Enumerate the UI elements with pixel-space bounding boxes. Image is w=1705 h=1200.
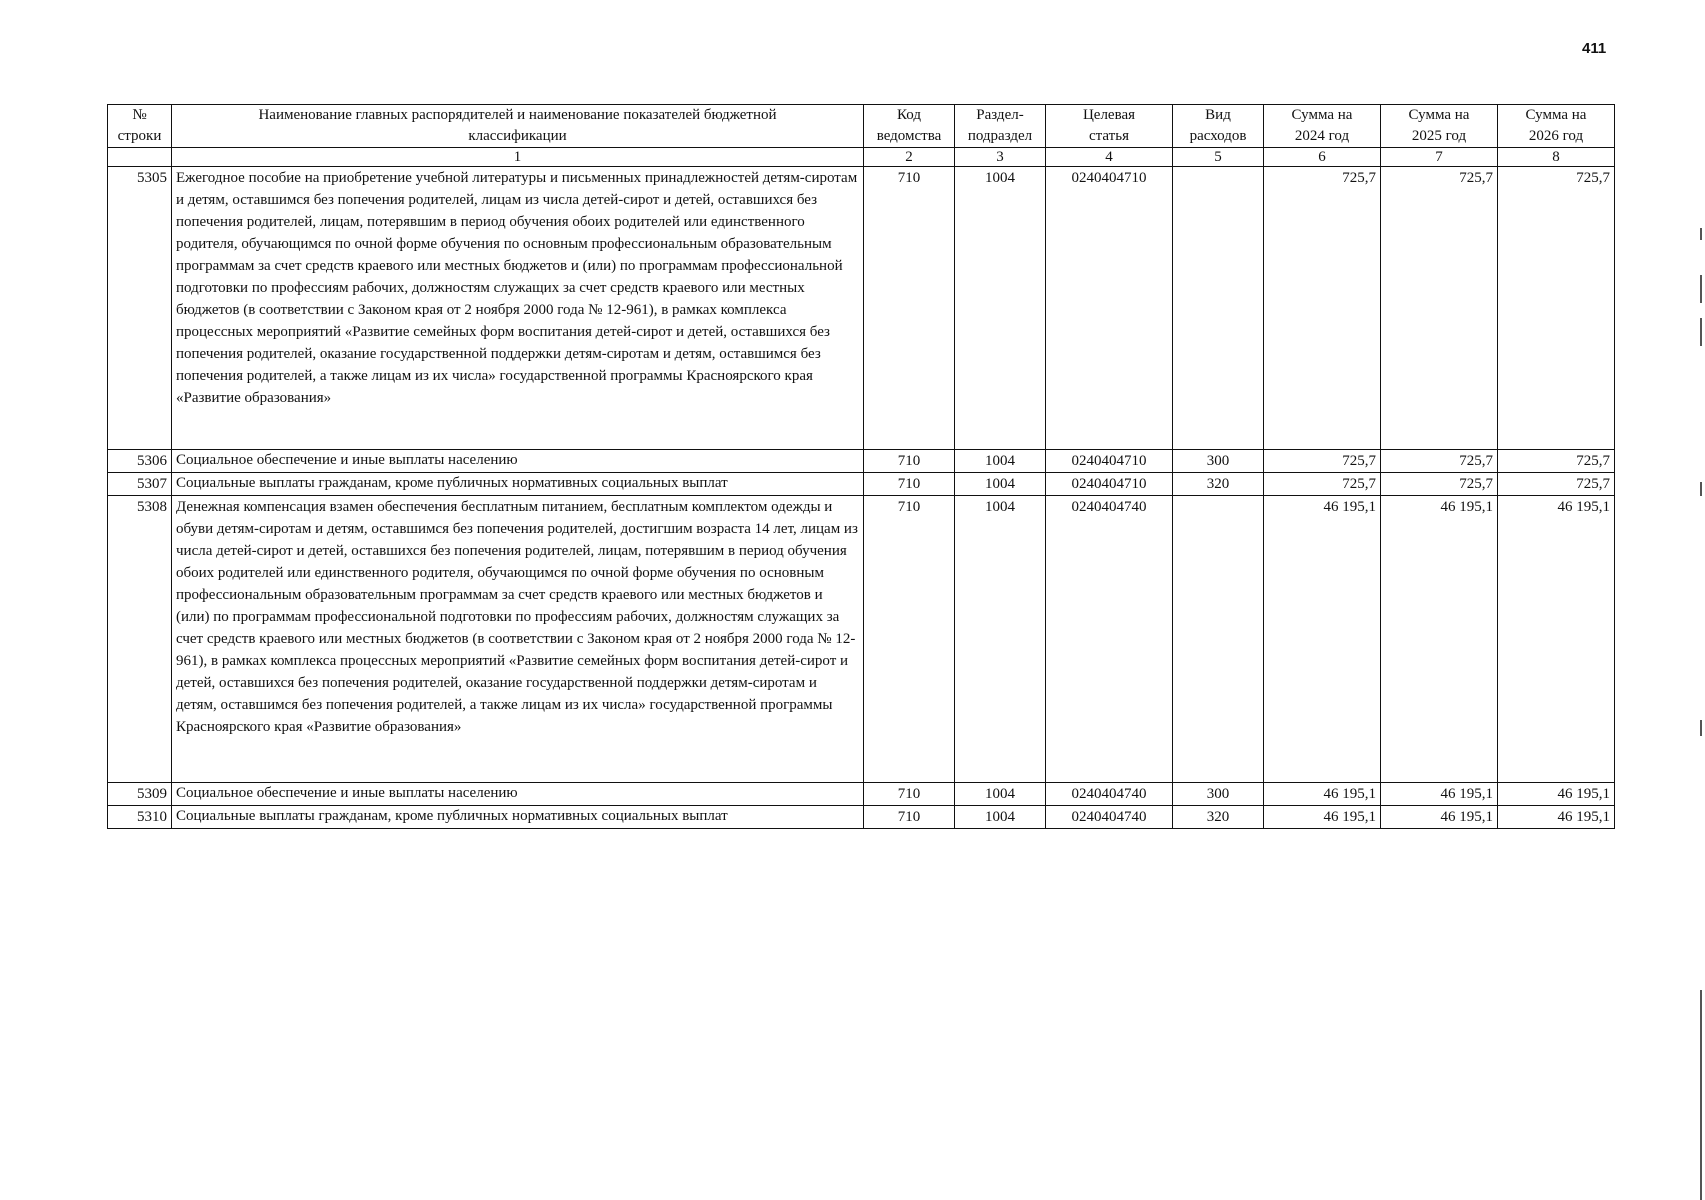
row-sum-2026: 725,7 [1498, 473, 1615, 496]
column-number: 6 [1264, 148, 1381, 167]
column-number: 4 [1046, 148, 1173, 167]
row-sum-2024: 46 195,1 [1264, 496, 1381, 783]
row-sum-2026: 725,7 [1498, 450, 1615, 473]
header-sum-2026: Сумма на 2026 год [1498, 105, 1615, 148]
row-department-code: 710 [864, 783, 955, 806]
column-number: 7 [1381, 148, 1498, 167]
row-expense-type: 320 [1173, 806, 1264, 829]
scan-edge-mark [1700, 482, 1702, 496]
row-section: 1004 [955, 167, 1046, 450]
header-name: Наименование главных распорядителей и наименование показателей бюджетной классификации [172, 105, 864, 148]
table-row [108, 783, 1615, 806]
row-section: 1004 [955, 783, 1046, 806]
row-department-code: 710 [864, 473, 955, 496]
row-number: 5305 [108, 167, 172, 450]
row-target-item: 0240404740 [1046, 806, 1173, 829]
row-sum-2026: 46 195,1 [1498, 783, 1615, 806]
table-row [108, 473, 1615, 496]
row-expense-type [1173, 167, 1264, 450]
scan-edge-mark [1700, 228, 1702, 240]
row-section: 1004 [955, 473, 1046, 496]
row-expense-type: 300 [1173, 783, 1264, 806]
row-target-item: 0240404710 [1046, 450, 1173, 473]
row-name: Социальное обеспечение и иные выплаты населению [172, 783, 864, 806]
row-department-code: 710 [864, 167, 955, 450]
row-sum-2024: 725,7 [1264, 450, 1381, 473]
header-target-item: Целевая статья [1046, 105, 1173, 148]
row-sum-2025: 46 195,1 [1381, 806, 1498, 829]
row-sum-2025: 725,7 [1381, 473, 1498, 496]
row-section: 1004 [955, 806, 1046, 829]
row-name: Ежегодное пособие на приобретение учебной литературы и письменных принадлежностей детям-сиротам и детям, оставшимся без попечения родителей, лицам из числа детей-сирот и детей, оставшихся без попечения родителей, лицам, потерявшим в период обучения обоих родителей или единственного родителя, обучающимся по очной форме обучения по основным профессиональным образовательным программам за счет средств краевого или местных бюджетов и (или) по программам профессиональной подготовки по профессиям рабочих, должностям служащих за счет средств краевого или местных бюджетов (в соответствии с Законом края от 2 ноября 2000 года № 12-961), в рамках комплекса процессных мероприятий «Развитие семейных форм воспитания детей-сирот и детей, оставшихся без попечения родителей, оказание государственной поддержки детям-сиротам и детям, оставшимся без попечения родителей, а также лицам из их числа» государственной программы Красноярского края «Развитие образования» [172, 167, 864, 450]
scan-edge-mark [1700, 720, 1702, 736]
row-target-item: 0240404740 [1046, 783, 1173, 806]
page-number: 411 [1582, 40, 1607, 57]
row-number: 5309 [108, 783, 172, 806]
header-department-code: Код ведомства [864, 105, 955, 148]
table-row [108, 806, 1615, 829]
row-name: Социальное обеспечение и иные выплаты населению [172, 450, 864, 473]
row-expense-type: 320 [1173, 473, 1264, 496]
row-expense-type: 300 [1173, 450, 1264, 473]
header-section: Раздел- подраздел [955, 105, 1046, 148]
header-sum-2024: Сумма на 2024 год [1264, 105, 1381, 148]
column-number: 2 [864, 148, 955, 167]
row-number: 5306 [108, 450, 172, 473]
row-target-item: 0240404710 [1046, 473, 1173, 496]
row-sum-2024: 725,7 [1264, 167, 1381, 450]
row-name: Социальные выплаты гражданам, кроме публичных нормативных социальных выплат [172, 806, 864, 829]
row-sum-2024: 46 195,1 [1264, 783, 1381, 806]
row-name: Социальные выплаты гражданам, кроме публичных нормативных социальных выплат [172, 473, 864, 496]
table-row [108, 496, 1615, 783]
scan-edge-mark [1700, 275, 1702, 303]
column-number-row [108, 148, 1615, 167]
row-sum-2024: 46 195,1 [1264, 806, 1381, 829]
column-number: 3 [955, 148, 1046, 167]
row-target-item: 0240404710 [1046, 167, 1173, 450]
row-department-code: 710 [864, 450, 955, 473]
row-department-code: 710 [864, 496, 955, 783]
row-sum-2025: 46 195,1 [1381, 496, 1498, 783]
table-row [108, 167, 1615, 450]
row-sum-2025: 46 195,1 [1381, 783, 1498, 806]
row-name: Денежная компенсация взамен обеспечения бесплатным питанием, бесплатным комплектом одежды и обуви детям-сиротам и детям, оставшимся без попечения родителей, достигшим возраста 14 лет, лицам из числа детей-сирот и детей, оставшихся без попечения родителей, лицам, потерявшим в период обучения обоих родителей или единственного родителя, обучающимся по очной форме обучения по основным профессиональным образовательным программам за счет средств краевого или местных бюджетов и (или) по программам профессиональной подготовки по профессиям рабочих, должностям служащих за счет средств краевого или местных бюджетов (в соответствии с Законом края от 2 ноября 2000 года № 12-961), в рамках комплекса процессных мероприятий «Развитие семейных форм воспитания детей-сирот и детей, оставшихся без попечения родителей, оказание государственной поддержки детям-сиротам и детям, оставшимся без попечения родителей, а также лицам из их числа» государственной программы Красноярского края «Развитие образования» [172, 496, 864, 783]
header-sum-2025: Сумма на 2025 год [1381, 105, 1498, 148]
row-department-code: 710 [864, 806, 955, 829]
row-expense-type [1173, 496, 1264, 783]
row-sum-2025: 725,7 [1381, 450, 1498, 473]
row-sum-2026: 46 195,1 [1498, 496, 1615, 783]
header-row [108, 105, 1615, 148]
row-sum-2024: 725,7 [1264, 473, 1381, 496]
row-section: 1004 [955, 450, 1046, 473]
column-number: 8 [1498, 148, 1615, 167]
row-number: 5310 [108, 806, 172, 829]
scan-edge-mark [1700, 318, 1702, 346]
header-row-number: № строки [108, 105, 172, 148]
row-sum-2025: 725,7 [1381, 167, 1498, 450]
row-sum-2026: 725,7 [1498, 167, 1615, 450]
row-sum-2026: 46 195,1 [1498, 806, 1615, 829]
budget-table [107, 104, 1615, 829]
column-number: 5 [1173, 148, 1264, 167]
scan-edge-mark [1700, 990, 1702, 1200]
row-number: 5308 [108, 496, 172, 783]
column-number: 1 [172, 148, 864, 167]
table-row [108, 450, 1615, 473]
row-target-item: 0240404740 [1046, 496, 1173, 783]
column-number [108, 148, 172, 167]
header-expense-type: Вид расходов [1173, 105, 1264, 148]
row-number: 5307 [108, 473, 172, 496]
row-section: 1004 [955, 496, 1046, 783]
